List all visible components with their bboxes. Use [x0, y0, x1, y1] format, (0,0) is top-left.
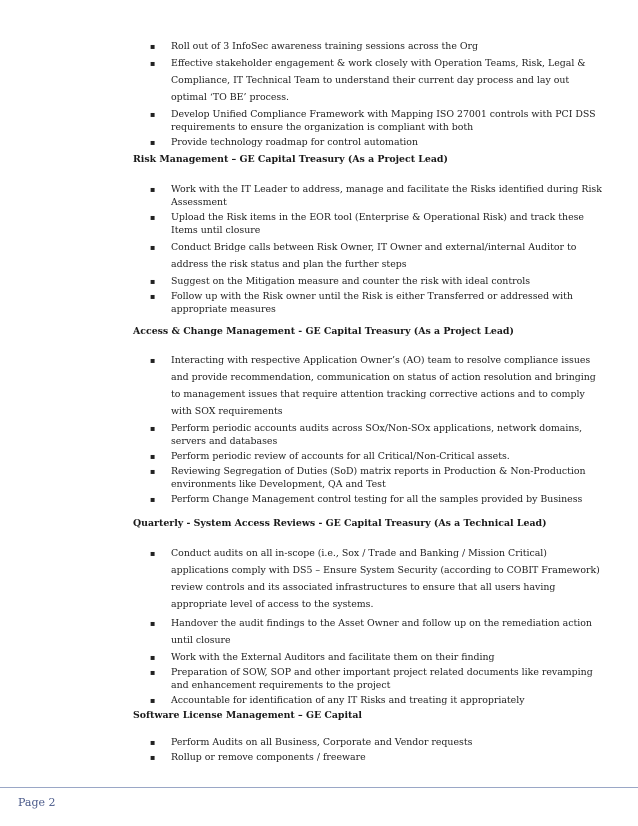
list-item: [0, 450, 638, 463]
list-item: [0, 239, 638, 273]
bullet-icon: ▪: [150, 185, 156, 194]
list-item-text: Upload the Risk items in the EOR tool (Enterprise & Operational Risk) and track these Items until closure: [171, 212, 584, 236]
intro-bullet-list: [0, 40, 638, 151]
list-item: [0, 290, 638, 316]
list-item-text: Conduct audits on all in-scope (i.e., Sox / Trade and Banking / Mission Critical) applications comply with DS5 – Ensure System Security (according to COBIT Framework) review controls and its associated infrastructures to ensure that all users having appropriate level of access to the systems.: [171, 548, 600, 610]
list-item-text: Perform periodic accounts audits across SOx/Non-SOx applications, network domains, servers and databases: [171, 423, 583, 447]
bullet-icon: ▪: [150, 495, 156, 504]
list-item-text: Develop Unified Compliance Framework with Mapping ISO 27001 controls with PCI DSS requirements to ensure the organization is compliant with both: [171, 109, 596, 133]
bullet-icon: ▪: [150, 292, 156, 301]
list-item-text: Handover the audit findings to the Asset Owner and follow up on the remediation action until closure: [171, 618, 592, 646]
list-item: [0, 694, 638, 707]
list-item-text: Conduct Bridge calls between Risk Owner, IT Owner and external/internal Auditor to address the risk status and plan the further steps: [171, 242, 577, 270]
list-item-text: Work with the External Auditors and facilitate them on their finding: [171, 652, 495, 663]
list-item: [0, 615, 638, 649]
bullet-icon: ▪: [150, 42, 156, 51]
list-item-text: Interacting with respective Application Owner’s (AO) team to resolve compliance issues and provide recommendation, communication on status of action resolution and bringing to management issues that require attention tracking corrective actions and to comply with SOX requirements: [171, 355, 596, 417]
page-number: Page 2: [18, 796, 56, 809]
software-license-management-bullet-list: [0, 736, 638, 766]
access-change-management-bullet-list: [0, 352, 638, 508]
bullet-icon: ▪: [150, 213, 156, 222]
bullet-icon: ▪: [150, 356, 156, 365]
list-item: [0, 545, 638, 613]
section-heading-risk-management: Risk Management – GE Capital Treasury (As a Project Lead): [133, 154, 448, 165]
bullet-icon: ▪: [150, 277, 156, 286]
footer-divider: [0, 787, 638, 788]
list-item: [0, 352, 638, 420]
bullet-icon: ▪: [150, 653, 156, 662]
bullet-icon: ▪: [150, 619, 156, 628]
list-item-text: Rollup or remove components / freeware: [171, 752, 366, 763]
system-access-reviews-bullet-list: [0, 545, 638, 709]
bullet-icon: ▪: [150, 549, 156, 558]
list-item: [0, 136, 638, 149]
list-item: [0, 751, 638, 764]
bullet-icon: ▪: [150, 696, 156, 705]
list-item: [0, 651, 638, 664]
list-item-text: Work with the IT Leader to address, manage and facilitate the Risks identified during Risk Assessment: [171, 184, 602, 208]
bullet-icon: ▪: [150, 110, 156, 119]
list-item-text: Roll out of 3 InfoSec awareness training sessions across the Org: [171, 41, 479, 52]
bullet-icon: ▪: [150, 668, 156, 677]
risk-management-bullet-list: [0, 183, 638, 318]
list-item: [0, 666, 638, 692]
list-item-text: Perform Audits on all Business, Corporate and Vendor requests: [171, 737, 473, 748]
list-item: [0, 275, 638, 288]
bullet-icon: ▪: [150, 424, 156, 433]
bullet-icon: ▪: [150, 753, 156, 762]
list-item: [0, 40, 638, 53]
list-item: [0, 55, 638, 106]
bullet-icon: ▪: [150, 59, 156, 68]
list-item-text: Preparation of SOW, SOP and other important project related documents like revamping and enhancement requirements to the project: [171, 667, 593, 691]
list-item-text: Follow up with the Risk owner until the Risk is either Transferred or addressed with appropriate measures: [171, 291, 573, 315]
section-heading-system-access-reviews: Quarterly - System Access Reviews - GE Capital Treasury (As a Technical Lead): [133, 518, 547, 529]
bullet-icon: ▪: [150, 738, 156, 747]
bullet-icon: ▪: [150, 243, 156, 252]
list-item-text: Suggest on the Mitigation measure and counter the risk with ideal controls: [171, 276, 531, 287]
bullet-icon: ▪: [150, 452, 156, 461]
bullet-icon: ▪: [150, 138, 156, 147]
section-heading-software-license-management: Software License Management – GE Capital: [133, 710, 362, 721]
list-item: [0, 108, 638, 134]
list-item: [0, 465, 638, 491]
list-item-text: Accountable for identification of any IT Risks and treating it appropriately: [171, 695, 525, 706]
list-item: [0, 183, 638, 209]
list-item: [0, 211, 638, 237]
list-item-text: Perform periodic review of accounts for all Critical/Non-Critical assets.: [171, 451, 510, 462]
list-item-text: Perform Change Management control testing for all the samples provided by Business: [171, 494, 583, 505]
list-item: [0, 422, 638, 448]
bullet-icon: ▪: [150, 467, 156, 476]
list-item-text: Reviewing Segregation of Duties (SoD) matrix reports in Production & Non-Production environments like Development, QA and Test: [171, 466, 586, 490]
list-item-text: Provide technology roadmap for control automation: [171, 137, 418, 148]
list-item: [0, 736, 638, 749]
list-item-text: Effective stakeholder engagement & work closely with Operation Teams, Risk, Legal & Compliance, IT Technical Team to understand their current day process and lay out optimal ‘TO BE’ process.: [171, 58, 586, 103]
list-item: [0, 493, 638, 506]
section-heading-access-change-management: Access & Change Management - GE Capital Treasury (As a Project Lead): [133, 326, 514, 337]
